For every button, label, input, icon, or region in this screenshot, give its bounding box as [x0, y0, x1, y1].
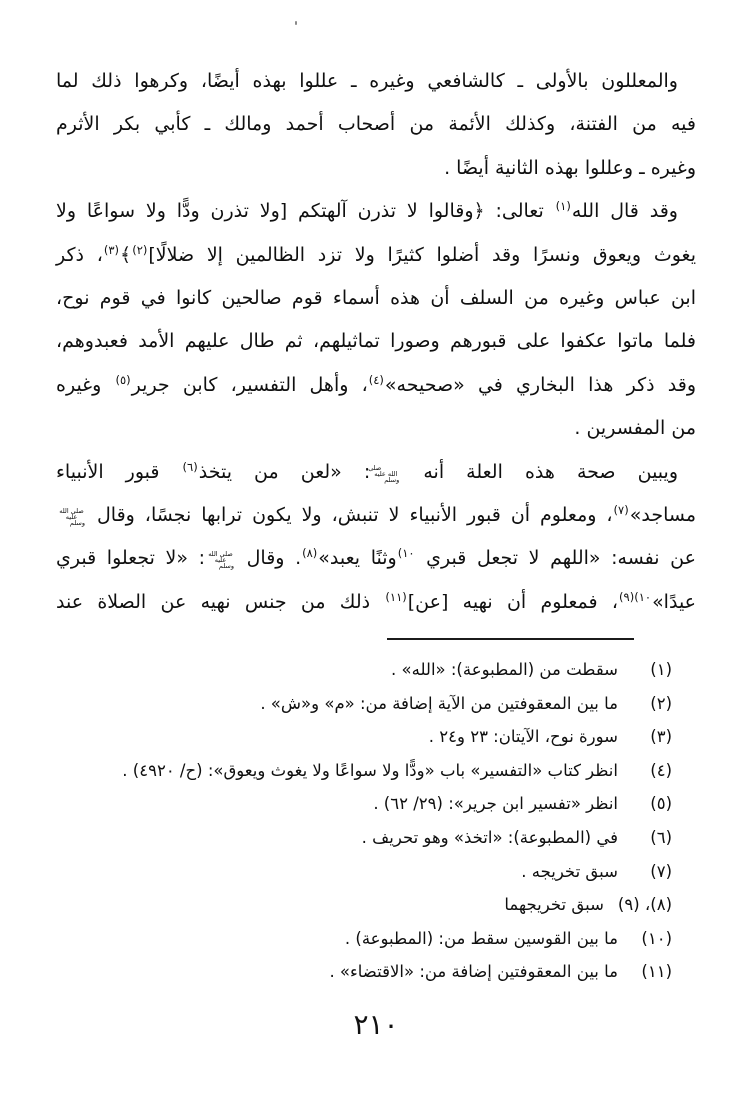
footnote-ref: (٥) [115, 372, 131, 387]
footnote-row [72, 855, 672, 889]
text-line: فلما ماتوا عكفوا على قبورهم وصورا تماثيلهم، ثم طال عليهم الأمد فعبدوهم، [56, 330, 696, 353]
footnote-row [72, 687, 672, 721]
footnote-marker: (٣) [650, 727, 672, 747]
footnote-row [72, 720, 672, 754]
text-line: مساجد»$^{(٧)}$، ومعلوم أن قبور الأنبياء لا تنبش، ولا يكون ترابها نجسًا، وقال صلى الله عليه وسلم [59, 503, 696, 528]
footnote-marker: (١) [650, 660, 672, 679]
footnote-row [72, 922, 672, 956]
text-line: وقد قال الله$^{(١)}$ تعالى: ﴿وقالوا لا تذرن آلهتكم [ولا تذرن ودًّا ولا سواعًا ولا [56, 199, 678, 223]
footnote-marker: (١٠) [641, 928, 672, 948]
text-line: والمعللون بالأولى ـ كالشافعي وغيره ـ عللوا بهذه أيضًا، وكرهوا ذلك لما [56, 70, 678, 92]
footnote-row [72, 653, 672, 687]
footnote-text: ما بين المعقوفتين من الآية إضافة من: «م» و«ش» . [260, 693, 618, 713]
text-line: ويبين صحة هذه العلة أنه صلى الله عليه وسلم: «لعن من يتخذ$^{(٦)}$ قبور الأنبياء [56, 459, 679, 484]
footnote-marker: (٤) [650, 760, 672, 780]
footnote-text: سبق تخريجه . [521, 861, 618, 881]
text-line: وقد ذكر هذا البخاري في «صحيحه»$^{(٤)}$، وأهل التفسير، كابن جرير$^{(٥)}$ وغيره [56, 372, 697, 396]
footnote-ref: (٣) [103, 242, 120, 257]
footnote-ref: (٦) [182, 459, 198, 474]
text-line: عيدًا»$^{(٩)(١٠}$، فمعلوم أن نهيه [عن]$^{(١١)}$ ذلك من جنس نهيه عن الصلاة عند [56, 589, 697, 613]
text-line: من المفسرين . [574, 417, 696, 440]
footnote-ref: (٢) [132, 242, 148, 257]
footnote-marker: (٧) [650, 861, 672, 881]
text-line: ابن عباس وغيره من السلف أن هذه أسماء قوم صالحين كانوا في قوم نوح، [56, 287, 696, 310]
text-line: يغوث ويعوق ونسرًا وقد أضلوا كثيرًا ولا تزد الظالمين إلا ضلالًا]$^{(٢)}$﴾$^{(٣)}$، ذكر [56, 242, 696, 266]
text-line: فيه من الفتنة، وكذلك الأئمة من أصحاب أحمد ومالك ـ كأبي بكر الأثرم [56, 113, 696, 136]
footnote-marker: (١١) [641, 962, 672, 982]
footnote-text: انظر «تفسير ابن جرير»: (٢٩/ ٦٢) . [373, 794, 618, 814]
footnotes-block [72, 653, 672, 989]
footnote-row [72, 787, 672, 821]
footnote-text: سقطت من (المطبوعة): «الله» . [391, 660, 618, 679]
footnote-marker: (٨)، (٩) [617, 895, 672, 915]
text-line: وغيره ـ وعللوا بهذه الثانية أيضًا . [444, 156, 696, 179]
sallallahu-alayhi-wasallam-symbol: صلى الله عليه وسلم [59, 507, 85, 528]
footnote-ref: (١٠ [397, 546, 415, 561]
main-text-block [56, 60, 696, 624]
footnote-row [72, 754, 672, 788]
footnote-text: سورة نوح، الآيتان: ٢٣ و٢٤ . [428, 727, 618, 747]
scan-speck [295, 21, 297, 25]
footnote-ref: (٨) [302, 546, 318, 561]
footnote-ref: (٤) [368, 372, 384, 387]
footnote-ref: (٧) [613, 503, 629, 518]
footnote-text: سبق تخريجهما [504, 895, 604, 915]
footnote-marker: (٢) [650, 693, 672, 713]
footnote-row [72, 821, 672, 855]
footnote-row [72, 888, 672, 922]
footnote-row [72, 955, 672, 989]
sallallahu-alayhi-wasallam-symbol: صلى الله عليه وسلم [208, 550, 234, 571]
footnote-text: ما بين المعقوفتين إضافة من: «الاقتضاء» . [329, 962, 618, 982]
footnote-marker: (٦) [650, 827, 672, 847]
footnote-text: في (المطبوعة): «اتخذ» وهو تحريف . [361, 827, 618, 847]
footnote-ref: (١١) [385, 589, 407, 604]
footnote-marker: (٥) [650, 794, 672, 814]
footnote-separator [387, 638, 634, 640]
footnote-ref: (١) [555, 199, 571, 214]
text-line: عن نفسه: «اللهم لا تجعل قبري $^{(١٠}$وثنًا يعبد»$^{(٨)}$. وقال صلى الله عليه وسلم: «لا تجعلوا قبري [56, 546, 696, 571]
footnote-text: انظر كتاب «التفسير» باب «ودًّا ولا سواعًا ولا يغوث ويعوق»: (ح/ ٤٩٢٠) . [122, 760, 618, 780]
footnote-ref: (٩)(١٠ [619, 589, 652, 604]
sallallahu-alayhi-wasallam-symbol: صلى الله عليه وسلم [368, 463, 400, 484]
page-number: ٢١٠ [353, 1008, 399, 1041]
footnote-text: ما بين القوسين سقط من: (المطبوعة) . [344, 928, 618, 948]
